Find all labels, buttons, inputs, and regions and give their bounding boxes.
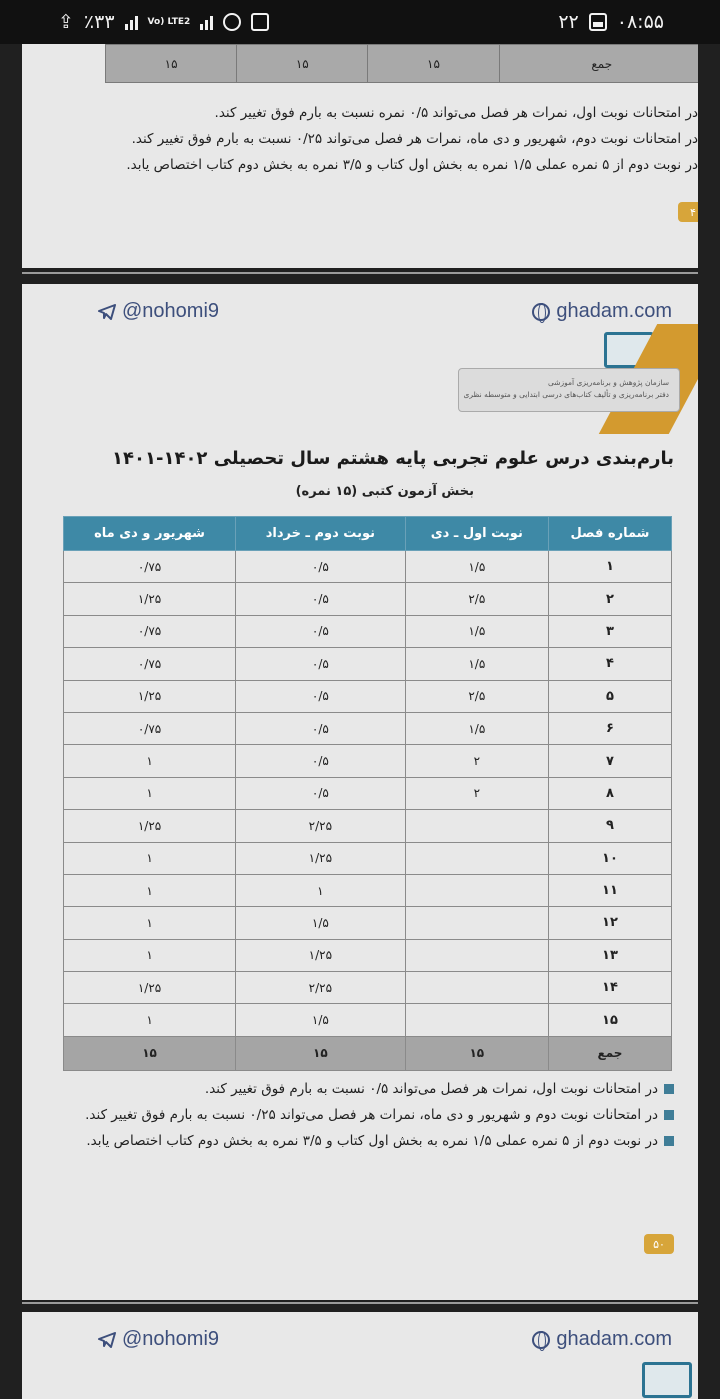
prev-sum-cell: ۱۵ (106, 45, 237, 83)
chapter-number-cell: ۷ (548, 745, 671, 777)
chapter-number-cell: ۱۵ (548, 1004, 671, 1036)
website-text: ghadam.com (556, 1328, 672, 1350)
status-right (558, 11, 664, 33)
score-cell: ۰/۵ (236, 648, 406, 680)
table-row (64, 972, 672, 1004)
website-text: ghadam.com (556, 300, 672, 322)
score-cell: ۱/۲۵ (236, 939, 406, 971)
score-cell: ۱ (64, 874, 236, 906)
column-header: شماره فصل (548, 517, 671, 551)
score-cell: ۲ (405, 745, 548, 777)
table-row (64, 842, 672, 874)
notes (54, 1076, 674, 1154)
previous-notes (98, 100, 698, 178)
signal-icon (125, 14, 138, 30)
table-row (64, 874, 672, 906)
prev-sum-cell: ۱۵ (237, 45, 368, 83)
score-cell: ۱/۵ (236, 907, 406, 939)
score-cell: ۱/۲۵ (64, 583, 236, 615)
telegram-handle: @nohomi9 (122, 1328, 220, 1350)
note-line: در نوبت دوم از ۵ نمره عملی ۱/۵ نمره به بخش اول کتاب و ۳/۵ نمره به بخش دوم کتاب اختصاص یابد. (126, 157, 698, 173)
score-table (63, 516, 672, 1071)
score-cell: ۰/۷۵ (64, 712, 236, 744)
score-cell: ۱ (64, 939, 236, 971)
table-row (64, 583, 672, 615)
score-cell: ۱/۲۵ (64, 810, 236, 842)
score-cell: ۱/۵ (405, 712, 548, 744)
score-cell: ۱ (236, 874, 406, 906)
battery-text: ٪۳۳ (83, 11, 115, 33)
publisher-banner (458, 368, 698, 418)
globe-icon (532, 1331, 550, 1349)
page-header (22, 290, 698, 330)
banner-line: سازمان پژوهش و برنامه‌ریزی آموزشی (547, 378, 669, 387)
score-cell: ۱/۲۵ (64, 680, 236, 712)
score-cell: ۱/۵ (405, 551, 548, 583)
main-page (22, 284, 698, 1300)
table-row (64, 615, 672, 647)
telegram-icon (98, 1332, 116, 1348)
alarm-icon (223, 13, 241, 31)
score-cell: ۱ (64, 907, 236, 939)
score-cell: ۰/۷۵ (64, 551, 236, 583)
score-cell: ۱/۲۵ (236, 842, 406, 874)
chapter-number-cell: ۲ (548, 583, 671, 615)
gallery-icon (589, 13, 607, 31)
table-row (64, 745, 672, 777)
score-cell: ۰/۵ (236, 615, 406, 647)
score-cell: ۲/۵ (405, 583, 548, 615)
page-title: بارم‌بندی درس علوم تجربی پایه هشتم سال تحصیلی ۱۴۰۲-۱۴۰۱ (112, 448, 674, 469)
table-row (64, 1004, 672, 1036)
page-subtitle: بخش آزمون کتبی (۱۵ نمره) (295, 484, 474, 499)
chapter-number-cell: ۱۱ (548, 874, 671, 906)
score-cell: ۱/۵ (405, 615, 548, 647)
telegram-icon (98, 304, 116, 320)
chapter-number-cell: ۱۳ (548, 939, 671, 971)
table-row (64, 551, 672, 583)
score-cell: ۱ (64, 1004, 236, 1036)
table-header-row (64, 517, 672, 551)
status-left (58, 11, 269, 33)
website-link[interactable] (532, 300, 672, 323)
book-logo-icon (642, 1362, 692, 1398)
banner-line: دفتر برنامه‌ریزی و تألیف کتاب‌های درسی ابتدایی و متوسطه نظری (463, 390, 669, 399)
chapter-number-cell: ۴ (548, 648, 671, 680)
score-cell (405, 842, 548, 874)
score-cell: ۰/۵ (236, 551, 406, 583)
page-divider (22, 272, 698, 274)
upload-icon: ⇪ (58, 11, 74, 33)
chapter-number-cell: ۸ (548, 777, 671, 809)
chapter-number-cell: ۵ (548, 680, 671, 712)
score-cell: ۲/۲۵ (236, 972, 406, 1004)
globe-icon (532, 303, 550, 321)
score-cell: ۲/۵ (405, 680, 548, 712)
score-cell: ۰/۵ (236, 712, 406, 744)
clock: ۰۸:۵۵ (616, 11, 664, 33)
column-header: نوبت اول ـ دی (405, 517, 548, 551)
chapter-number-cell: ۱۰ (548, 842, 671, 874)
score-cell: ۱ (64, 745, 236, 777)
score-cell (405, 810, 548, 842)
score-cell (405, 972, 548, 1004)
telegram-link[interactable] (98, 300, 219, 323)
note-line: در امتحانات نوبت دوم و شهریور و دی ماه، نمرات هر فصل می‌تواند ۰/۲۵ نسبت به بارم فوق تغییر کند. (54, 1102, 674, 1128)
note-line: در امتحانات نوبت دوم، شهریور و دی ماه، نمرات هر فصل می‌تواند ۰/۲۵ نسبت به بارم فوق تغییر کند. (131, 131, 698, 147)
signal-icon-2 (200, 14, 213, 30)
network-label: Vo) LTE2 (147, 16, 191, 27)
chapter-number-cell: ۳ (548, 615, 671, 647)
table-row (64, 648, 672, 680)
website-link[interactable] (532, 1328, 672, 1351)
table-row (64, 810, 672, 842)
score-cell: ۱/۵ (405, 648, 548, 680)
note-line: در نوبت دوم از ۵ نمره عملی ۱/۵ نمره به بخش اول کتاب و ۳/۵ نمره به بخش دوم کتاب اختصاص یابد. (54, 1128, 674, 1154)
column-header: نوبت دوم ـ خرداد (236, 517, 406, 551)
chapter-number-cell: ۱۲ (548, 907, 671, 939)
sum-label-cell: جمع (548, 1036, 671, 1070)
chapter-number-cell: ۶ (548, 712, 671, 744)
sum-cell: ۱۵ (405, 1036, 548, 1070)
prev-sum-label: جمع (499, 45, 698, 83)
score-cell: ۱ (64, 777, 236, 809)
table-sum-row (64, 1036, 672, 1070)
previous-page (22, 44, 698, 268)
score-cell: ۰/۵ (236, 777, 406, 809)
score-cell: ۲/۲۵ (236, 810, 406, 842)
score-cell: ۰/۵ (236, 680, 406, 712)
telegram-handle: @nohomi9 (122, 300, 220, 322)
banner-box (458, 368, 680, 412)
notification-count: ۲۲ (558, 11, 579, 33)
chapter-number-cell: ۱۴ (548, 972, 671, 1004)
previous-page-number: ۴ (678, 202, 698, 222)
score-cell (405, 907, 548, 939)
previous-table (105, 44, 698, 83)
column-header: شهریور و دی ماه (64, 517, 236, 551)
score-cell: ۰/۷۵ (64, 648, 236, 680)
score-cell (405, 874, 548, 906)
lock-icon (251, 13, 269, 31)
table-row (64, 907, 672, 939)
page-divider (22, 1302, 698, 1304)
score-cell: ۰/۵ (236, 583, 406, 615)
status-bar (0, 0, 720, 44)
note-line: در امتحانات نوبت اول، نمرات هر فصل می‌تواند ۰/۵ نسبت به بارم فوق تغییر کند. (54, 1076, 674, 1102)
score-cell: ۱/۲۵ (64, 972, 236, 1004)
score-cell: ۱/۵ (236, 1004, 406, 1036)
score-cell (405, 939, 548, 971)
sum-cell: ۱۵ (236, 1036, 406, 1070)
telegram-link[interactable] (98, 1328, 219, 1351)
next-page (22, 1312, 698, 1399)
chapter-number-cell: ۱ (548, 551, 671, 583)
table-row (64, 680, 672, 712)
sum-cell: ۱۵ (64, 1036, 236, 1070)
table-row (64, 939, 672, 971)
table-row (64, 712, 672, 744)
table-row (64, 777, 672, 809)
page-number: ۵۰ (644, 1234, 674, 1254)
score-cell: ۰/۷۵ (64, 615, 236, 647)
chapter-number-cell: ۹ (548, 810, 671, 842)
note-line: در امتحانات نوبت اول، نمرات هر فصل می‌تواند ۰/۵ نمره نسبت به بارم فوق تغییر کند. (214, 105, 698, 121)
score-cell: ۲ (405, 777, 548, 809)
score-cell: ۱ (64, 842, 236, 874)
score-cell (405, 1004, 548, 1036)
prev-sum-cell: ۱۵ (368, 45, 499, 83)
page-header (22, 1318, 698, 1358)
score-cell: ۰/۵ (236, 745, 406, 777)
